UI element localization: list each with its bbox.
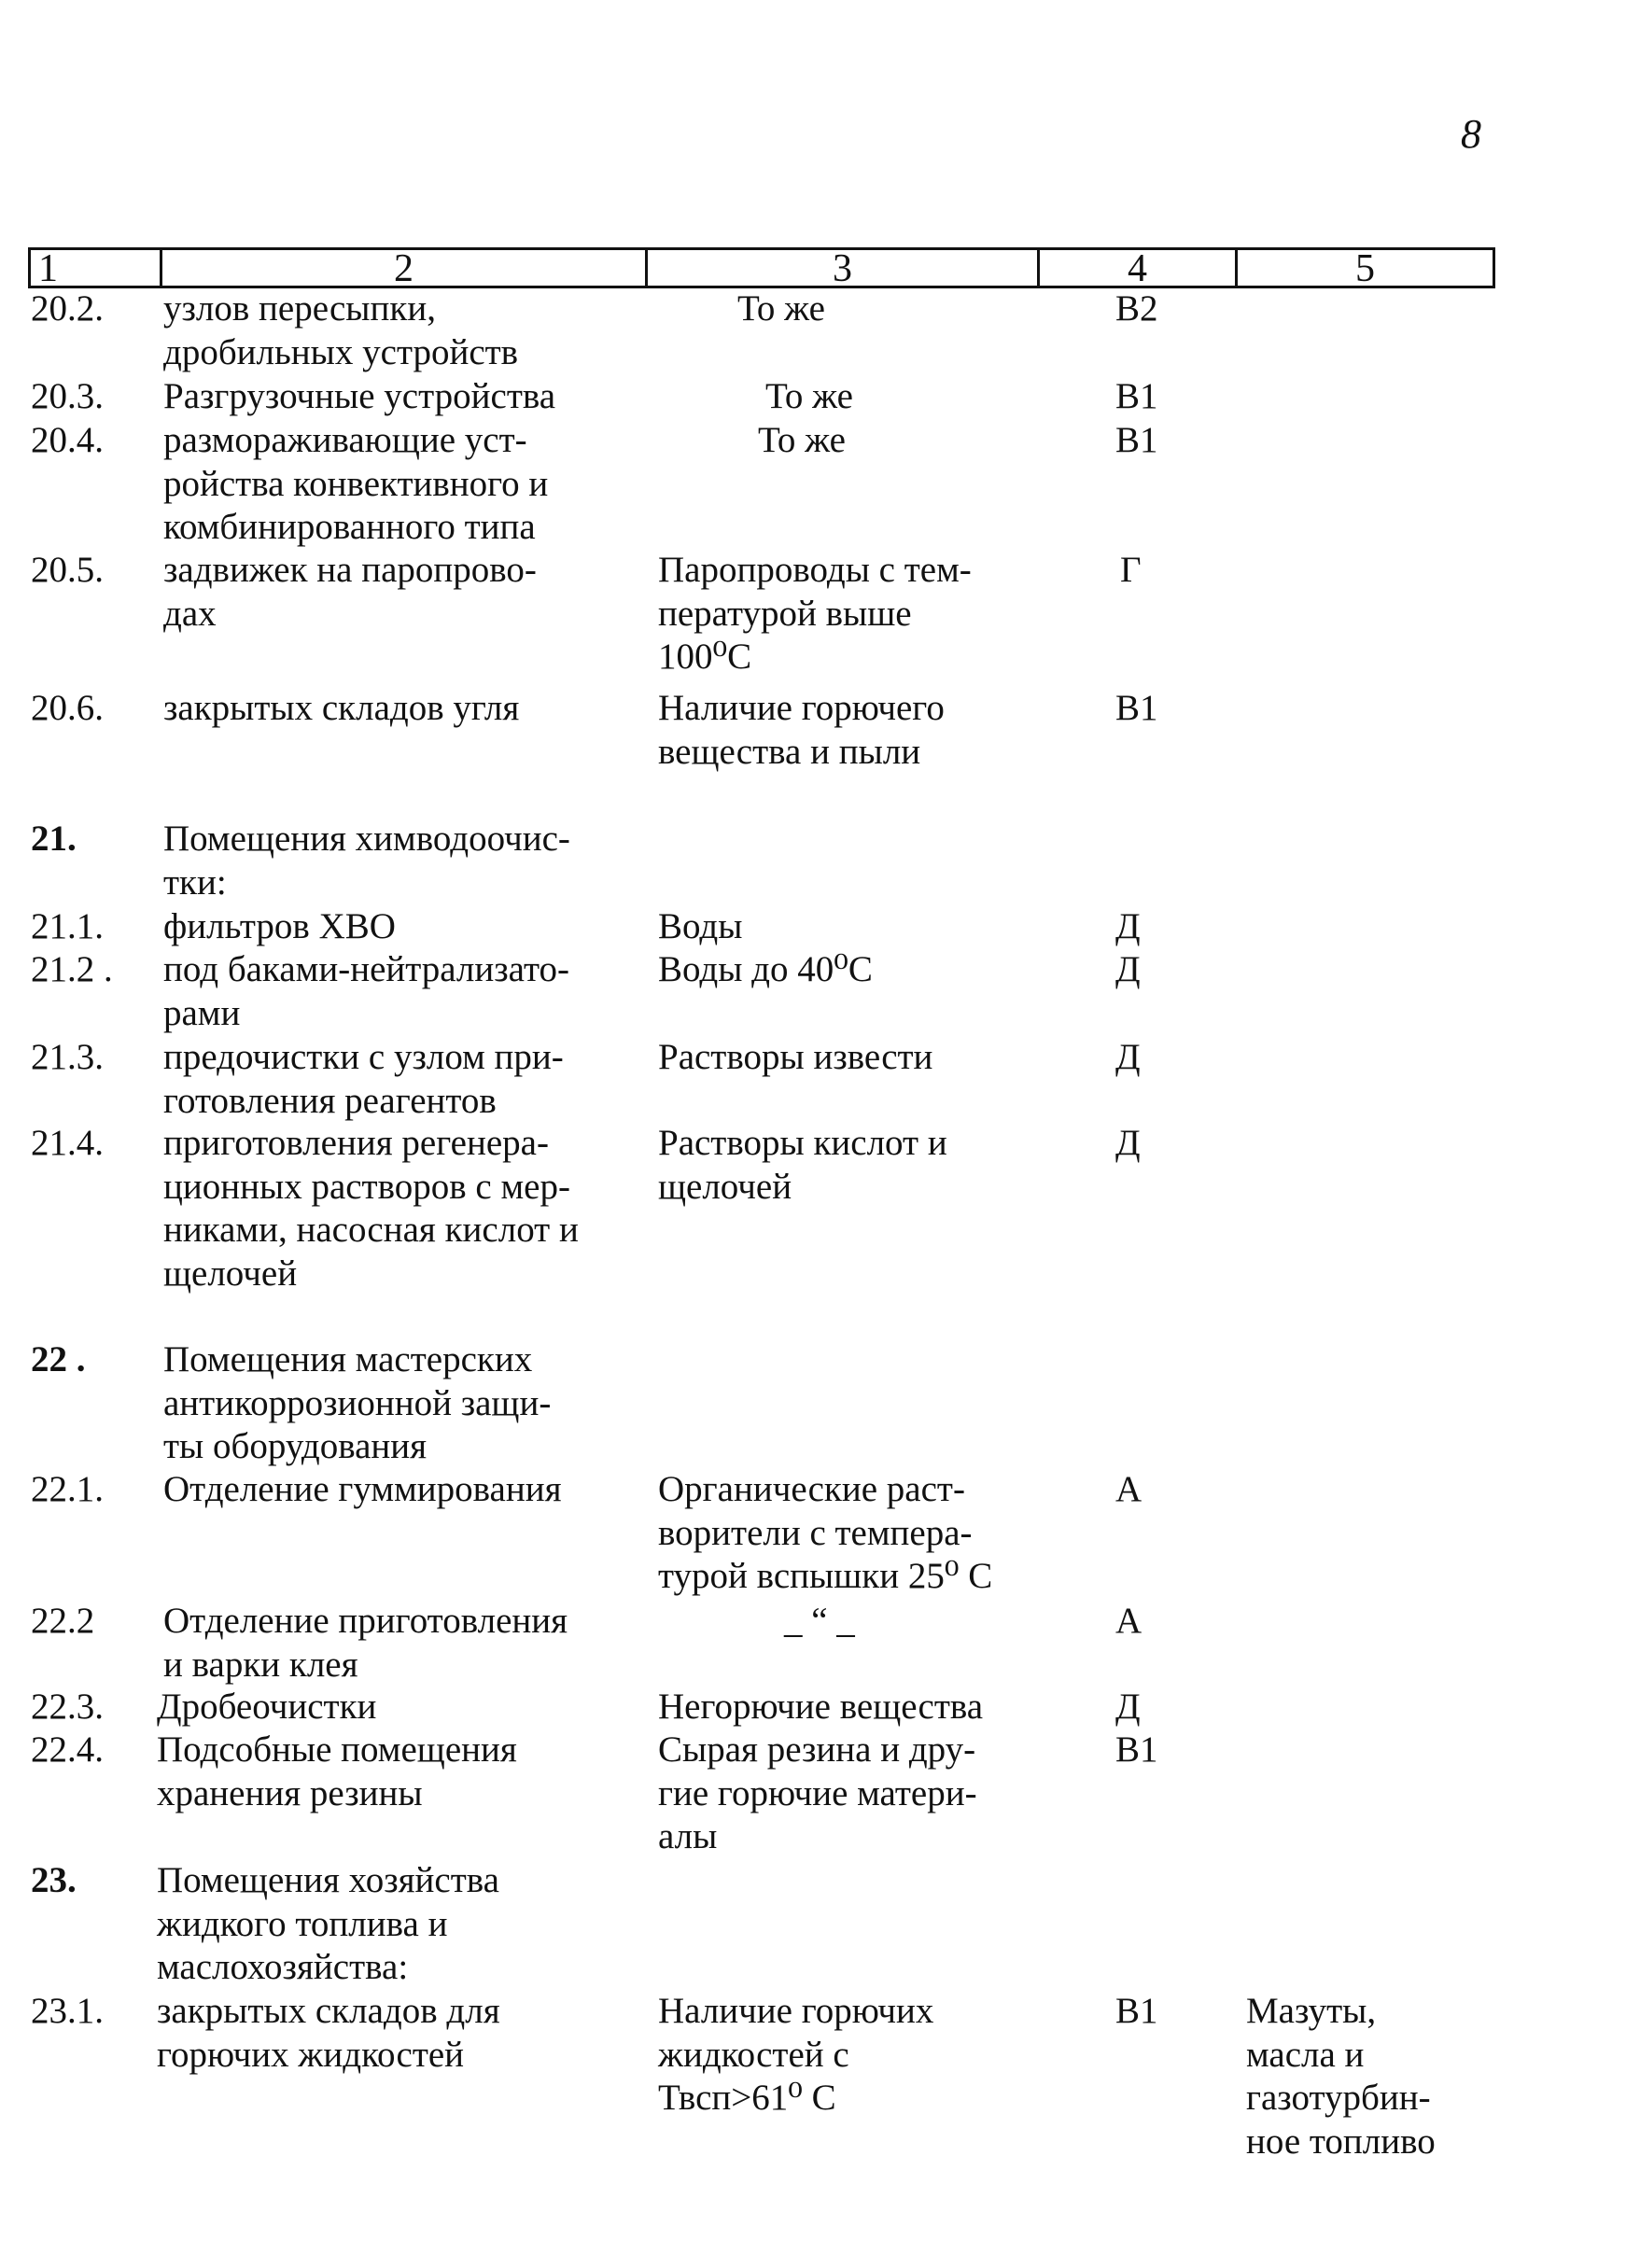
row-number: 21.2 . <box>31 949 113 989</box>
category: А <box>1115 1469 1142 1509</box>
header-col-4: 4 <box>1037 250 1235 286</box>
room-name: приготовления регенера- ционных растворов с мер- никами, насосная кислот и щелочей <box>163 1123 579 1294</box>
category: Г <box>1120 550 1142 590</box>
room-name: размораживающие уст- ройства конвективного и комбинированного типа <box>163 420 549 547</box>
substance: Воды <box>658 906 743 946</box>
room-name: узлов пересыпки, дробильных устройств <box>163 288 519 372</box>
header-col-2: 2 <box>160 250 645 286</box>
category: В1 <box>1115 688 1158 728</box>
row-number: 20.3. <box>31 376 104 416</box>
substance: Сырая резина и дру- гие горючие матери- алы <box>658 1729 977 1856</box>
row-number: 22.4. <box>31 1729 104 1770</box>
row-number: 20.5. <box>31 550 104 590</box>
substance: Растворы извести <box>658 1037 933 1077</box>
substance: Органические раст- ворители с темпера- турой вспышки 25⁰ С <box>658 1469 993 1596</box>
category: В1 <box>1115 376 1158 416</box>
category: Д <box>1115 949 1141 989</box>
room-name: Отделение гуммирования <box>163 1469 562 1509</box>
room-name: закрытых складов угля <box>163 688 520 728</box>
category: В1 <box>1115 1729 1158 1770</box>
category: Д <box>1115 1037 1141 1077</box>
category: Д <box>1115 1687 1141 1727</box>
row-number: 21.1. <box>31 906 104 946</box>
room-name: закрытых складов для горючих жидкостей <box>157 1991 500 2075</box>
room-name: Подсобные помещения хранения резины <box>157 1729 517 1813</box>
row-number: 20.6. <box>31 688 104 728</box>
category: В1 <box>1115 1991 1158 2031</box>
section-number: 23. <box>31 1860 77 1900</box>
row-number: 21.3. <box>31 1037 104 1077</box>
substance: То же <box>737 288 825 329</box>
note: Мазуты, масла и газотурбин- ное топливо <box>1246 1991 1436 2162</box>
row-number: 21.4. <box>31 1123 104 1163</box>
row-number: 22.1. <box>31 1469 104 1509</box>
substance: Растворы кислот и щелочей <box>658 1123 947 1207</box>
substance: Паропроводы с тем- пературой выше 100⁰С <box>658 550 972 677</box>
substance: Воды до 40⁰С <box>658 949 873 989</box>
substance: То же <box>765 376 853 416</box>
substance: _ “ _ <box>784 1601 855 1641</box>
room-name: под баками-нейтрализато- рами <box>163 949 569 1033</box>
header-col-3: 3 <box>645 250 1037 286</box>
section-title: Помещения химводоочис- тки: <box>163 819 570 903</box>
section-title: Помещения хозяйства жидкого топлива и маслохозяйства: <box>157 1860 499 1987</box>
substance: То же <box>758 420 846 460</box>
row-number: 22.3. <box>31 1687 104 1727</box>
substance: Наличие горючего вещества и пыли <box>658 688 945 772</box>
row-number: 23.1. <box>31 1991 104 2031</box>
room-name: предочистки с узлом при- готовления реагентов <box>163 1037 564 1121</box>
room-name: Дробеочистки <box>157 1687 377 1727</box>
table-header <box>28 247 1495 288</box>
substance: Негорючие вещества <box>658 1687 984 1727</box>
category: Д <box>1115 1123 1141 1163</box>
header-col-5: 5 <box>1235 250 1493 286</box>
row-number: 20.4. <box>31 420 104 460</box>
header-col-1: 1 <box>38 247 58 290</box>
room-name: Отделение приготовления и варки клея <box>163 1601 568 1685</box>
room-name: Разгрузочные устройства <box>163 376 556 416</box>
category: В2 <box>1115 288 1158 329</box>
section-number: 21. <box>31 819 77 859</box>
category: Д <box>1115 906 1141 946</box>
section-number: 22 . <box>31 1339 86 1379</box>
row-number: 22.2 <box>31 1601 95 1641</box>
room-name: задвижек на паропрово- дах <box>163 550 537 634</box>
category: А <box>1115 1601 1142 1641</box>
row-number: 20.2. <box>31 288 104 329</box>
room-name: фильтров ХВО <box>163 906 396 946</box>
section-title: Помещения мастерских антикоррозионной защи- ты оборудования <box>163 1339 552 1466</box>
page-number: 8 <box>1461 111 1481 157</box>
category: В1 <box>1115 420 1158 460</box>
substance: Наличие горючих жидкостей с Твсп>61⁰ С <box>658 1991 934 2118</box>
